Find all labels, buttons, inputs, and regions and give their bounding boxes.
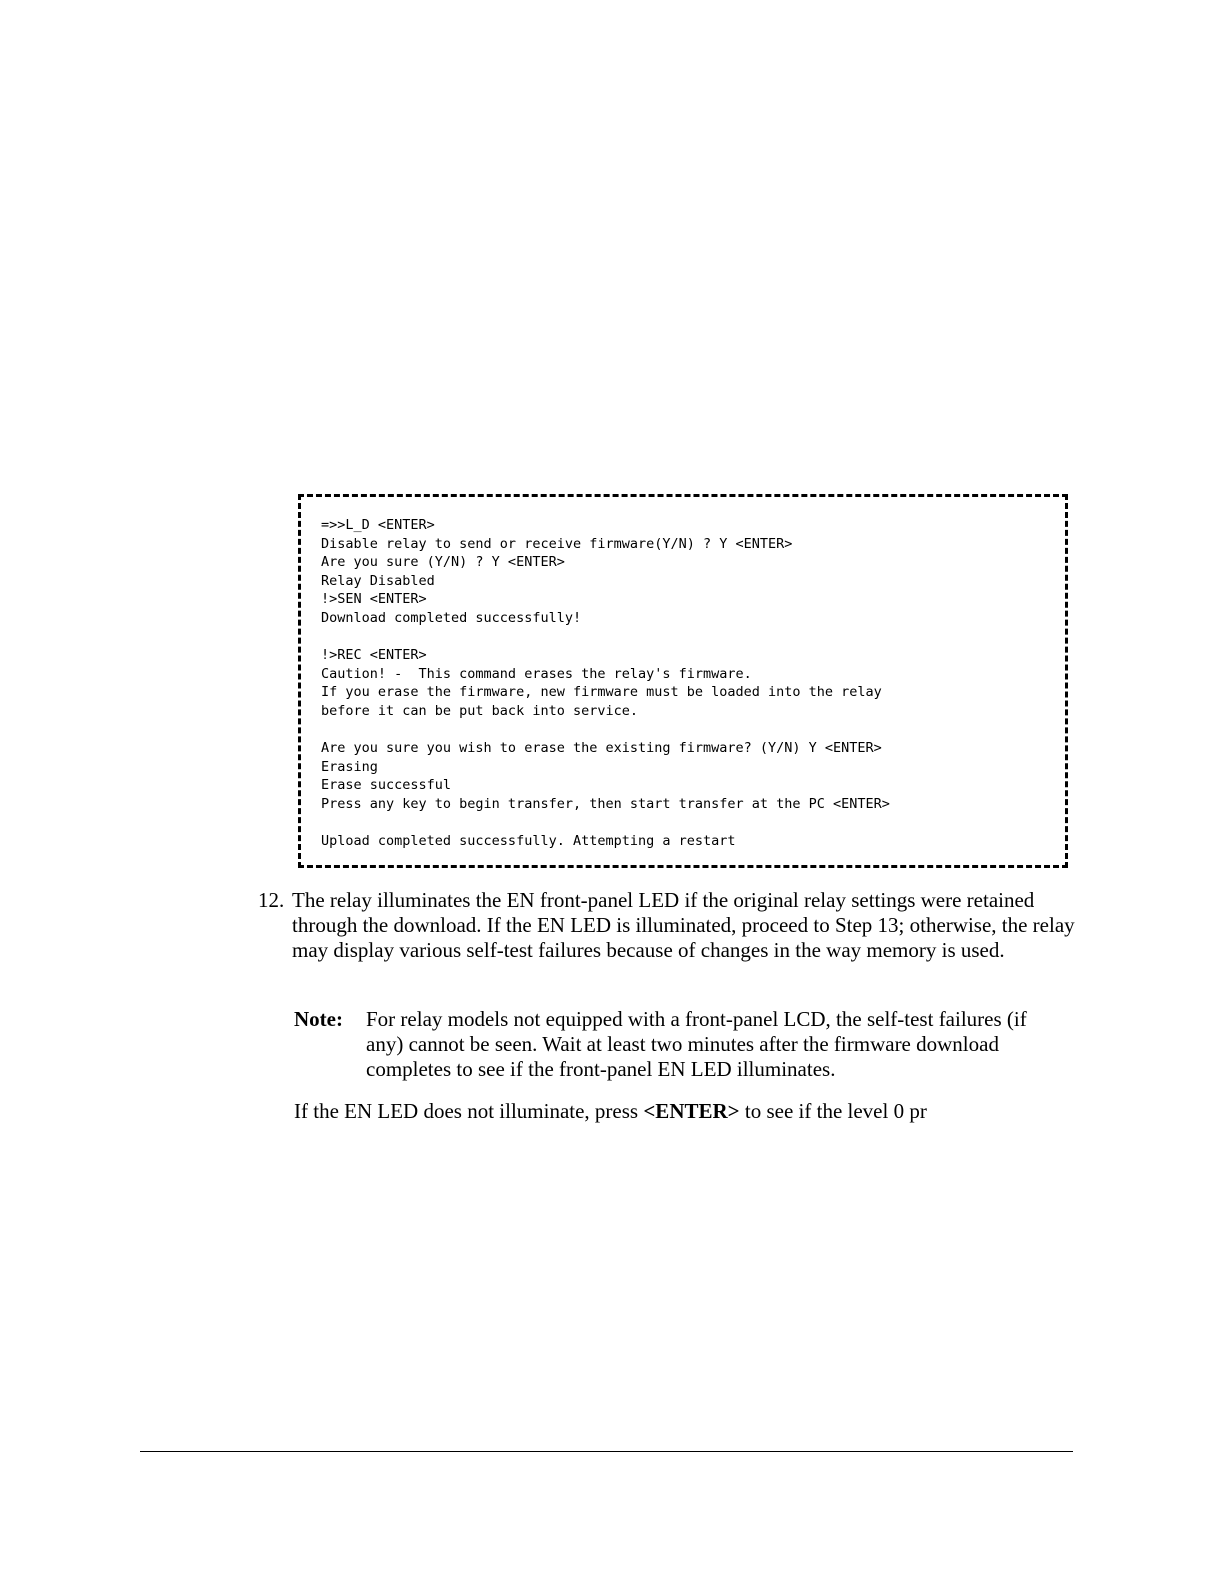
note-text: For relay models not equipped with a front-panel LCD, the self-test failures (if any) cannot be seen. Wait at least two minutes after the firmware download completes to see if the front-panel EN LED illuminates. [366,1007,1027,1082]
step-12 [258,888,1078,964]
note-label: Note: [294,1007,343,1031]
enter-instruction-paragraph [294,1099,1074,1124]
note-block [294,1007,1064,1083]
terminal-line: Press any key to begin transfer, then start transfer at the PC <ENTER> [321,795,890,812]
terminal-line: !>REC <ENTER> [321,647,427,664]
terminal-blank-line [321,628,1065,647]
terminal-line: !>SEN <ENTER> [321,591,427,608]
terminal-line: Download completed successfully! [321,609,582,626]
footer-rule [140,1451,1073,1452]
terminal-line: If you erase the firmware, new firmware must be loaded into the relay [321,684,882,701]
terminal-line: Caution! - This command erases the relay's firmware. [321,665,752,682]
step-text: The relay illuminates the EN front-panel LED if the original relay settings were retained through the download. If the EN LED is illuminated, proceed to Step 13; otherwise, the relay may display various self-test failures because of changes in the way memory is used. [292,888,1075,963]
terminal-line: Relay Disabled [321,572,435,589]
terminal-transcript-box [298,494,1068,868]
terminal-line: Erasing [321,758,378,775]
terminal-line: =>>L_D <ENTER> [321,517,435,533]
terminal-blank-line [321,814,1065,833]
enter-key-label: <ENTER> [643,1099,740,1123]
para-prefix: If the EN LED does not illuminate, press [294,1099,644,1123]
step-number: 12. [258,888,285,912]
terminal-line: Upload completed successfully. Attempting a restart [321,833,736,850]
terminal-line: Are you sure (Y/N) ? Y <ENTER> [321,554,565,571]
terminal-line: Disable relay to send or receive firmware(Y/N) ? Y <ENTER> [321,535,793,552]
terminal-line: before it can be put back into service. [321,702,638,719]
terminal-line: Erase successful [321,777,452,794]
terminal-blank-line [321,721,1065,740]
para-suffix: to see if the level 0 pr [739,1099,927,1123]
terminal-line: Are you sure you wish to erase the existing firmware? (Y/N) Y <ENTER> [321,740,882,757]
